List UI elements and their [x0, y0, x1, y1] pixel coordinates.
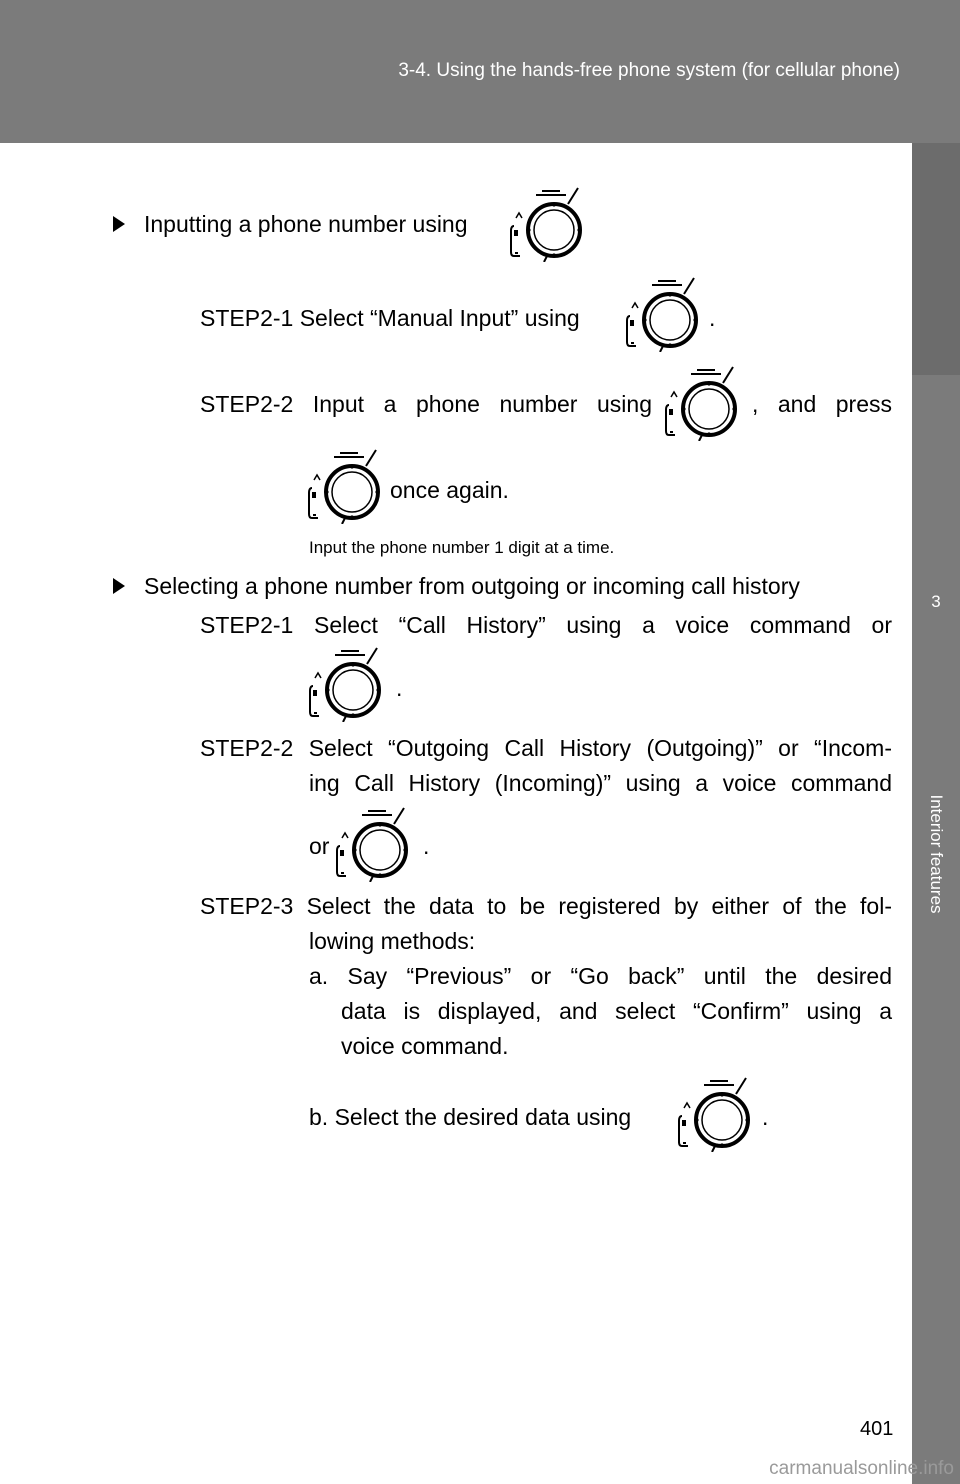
section2-step3-line2: lowing methods: — [309, 928, 476, 954]
section2-method-a-line3: voice command. — [341, 1033, 509, 1059]
triangle-bullet-icon — [113, 578, 125, 594]
chapter-number: 3 — [931, 592, 941, 611]
tune-scroll-knob-icon — [663, 365, 743, 441]
page-number: 401 — [860, 1418, 894, 1440]
section2-step2-or: or — [309, 833, 330, 859]
watermark: carmanualsonline.info — [769, 1458, 954, 1479]
section2-title: Selecting a phone number from outgoing or incoming call history — [144, 573, 800, 599]
side-tab-top-block — [912, 143, 960, 375]
tune-scroll-knob-icon — [676, 1076, 756, 1152]
section1-step2-end: , and press — [752, 391, 892, 417]
section2-method-a-line1: a. Say “Previous” or “Go back” until the desired — [309, 963, 892, 989]
section2-step2-line2: ing Call History (Incoming)” using a voice command — [309, 770, 892, 796]
section1-title: Inputting a phone number using — [144, 211, 468, 237]
tune-scroll-knob-icon — [624, 276, 704, 352]
triangle-bullet-icon — [113, 216, 125, 232]
section2-method-b-end: . — [762, 1104, 769, 1130]
tune-scroll-knob-icon — [508, 186, 588, 262]
section2-step2-line1: STEP2-2 Select “Outgoing Call History (Outgoing)” or “Incom- — [200, 735, 892, 761]
section1-step2-line2: once again. — [390, 477, 509, 503]
section1-note: Input the phone number 1 digit at a time. — [309, 538, 615, 557]
section1-step1-end: . — [709, 305, 716, 331]
page-header — [0, 0, 960, 143]
section2-method-b-text: b. Select the desired data using — [309, 1104, 632, 1130]
tune-scroll-knob-icon — [307, 646, 387, 722]
section2-step1-line2: . — [396, 675, 403, 701]
header-title: 3-4. Using the hands-free phone system (for cellular phone) — [398, 60, 900, 81]
section1-step1-text: STEP2-1 Select “Manual Input” using — [200, 305, 580, 331]
section1-step2-text: STEP2-2 Input a phone number using — [200, 391, 652, 417]
chapter-side-tab — [912, 143, 960, 1484]
section2-step2-end: . — [423, 833, 430, 859]
section2-step3-line1: STEP2-3 Select the data to be registered by either of the fol- — [200, 893, 892, 919]
section2-method-a-line2: data is displayed, and select “Confirm” using a — [341, 998, 892, 1024]
section2-step1-line1: STEP2-1 Select “Call History” using a voice command or — [200, 612, 892, 638]
tune-scroll-knob-icon — [306, 448, 386, 524]
chapter-label: Interior features — [927, 794, 946, 914]
tune-scroll-knob-icon — [334, 806, 414, 882]
